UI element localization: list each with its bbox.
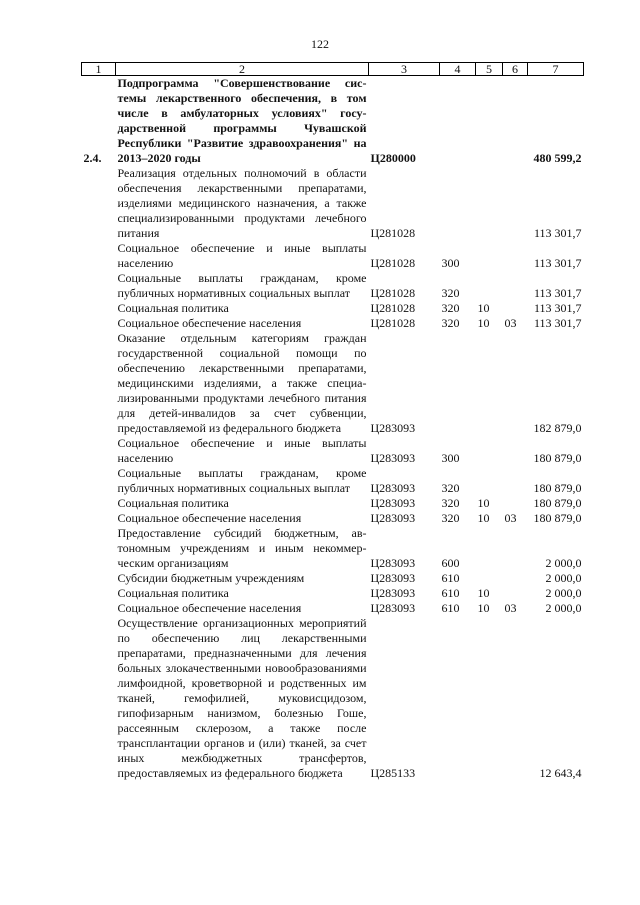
row-col6: [503, 436, 528, 466]
row-number: [82, 511, 116, 526]
row-col4: 610: [441, 601, 460, 615]
table-row: [82, 496, 584, 511]
row-col5: [476, 466, 503, 496]
row-col6: [503, 586, 528, 601]
header-col-7: 7: [528, 63, 584, 76]
row-col6: [503, 526, 528, 571]
row-number: [82, 301, 116, 316]
table-row: [82, 526, 584, 571]
row-col5: [476, 571, 503, 586]
row-name: Социальные выплаты гражданам, кроме публичных нормативных социальных выплат: [117, 271, 367, 300]
table-body: [82, 76, 584, 782]
row-col5: [476, 526, 503, 571]
row-col4: 320: [441, 316, 460, 330]
row-col6: [503, 571, 528, 586]
row-col5: [476, 271, 503, 301]
row-name: Социальное обеспечение и иные выплаты населению: [117, 436, 367, 465]
row-col4: [440, 166, 476, 241]
row-col4: 320: [441, 481, 460, 495]
row-amount: 182 879,0: [533, 421, 582, 435]
row-number: 2.4.: [83, 151, 102, 165]
table-row: [82, 316, 584, 331]
row-col5: [476, 331, 503, 436]
row-col4: 320: [441, 496, 460, 510]
row-code: Ц281028: [370, 301, 416, 315]
row-col4: [440, 331, 476, 436]
row-code: Ц283093: [370, 451, 416, 465]
header-col-6: 6: [503, 63, 528, 76]
row-name: Социальное обеспечение населения: [117, 511, 302, 525]
header-col-5: 5: [476, 63, 503, 76]
header-col-3: 3: [369, 63, 440, 76]
row-col5: 10: [477, 496, 490, 510]
row-number: [82, 316, 116, 331]
page-number: 122: [311, 37, 329, 51]
row-amount: 113 301,7: [533, 226, 582, 240]
row-number: [82, 601, 116, 616]
row-amount: 480 599,2: [533, 151, 582, 165]
row-number: [82, 526, 116, 571]
table-row: [82, 466, 584, 496]
row-amount: 180 879,0: [533, 511, 582, 525]
row-code: Ц281028: [370, 256, 416, 270]
row-col5: [476, 616, 503, 781]
table-row: [82, 586, 584, 601]
row-col5: 10: [477, 316, 490, 330]
row-amount: 113 301,7: [533, 286, 582, 300]
row-name: Оказание отдельным категориям граждан государственной социальной помощи по обеспечению лекарственными препаратами, медицинскими изделиями, а также специализированными продуктами лечебного питания для детей-инвалидов за счет субвенции, предоставляемой из федерального бюджета: [117, 331, 367, 435]
table-row: [82, 301, 584, 316]
table-row: [82, 601, 584, 616]
row-code: Ц283093: [370, 556, 416, 570]
row-col5: 10: [477, 586, 490, 600]
header-col-2: 2: [116, 63, 369, 76]
row-code: Ц281028: [370, 286, 416, 300]
row-col4: 610: [441, 571, 460, 585]
table-row: [82, 511, 584, 526]
row-name: Осуществление организационных мероприятий по обеспечению лиц лекарственными препаратами, предназначенными для лечения больных злокачественными новообразованиями лимфоидной, кроветворной и родственных им тканей, гемофилией, муковисцидозом, гипофизарным нанизмом, болезнью Гоше, рассеянным склерозом, а также после трансплантации органов и (или) тканей, за счет иных межбюджетных трансфертов, предоставляемых из федерального бюджета: [117, 616, 367, 780]
row-amount: 12 643,4: [539, 766, 582, 780]
row-col4: 320: [441, 301, 460, 315]
row-col6: [503, 166, 528, 241]
row-name: Социальное обеспечение и иные выплаты населению: [117, 241, 367, 270]
table-row: [82, 241, 584, 271]
row-col5: 10: [477, 511, 490, 525]
row-number: [82, 241, 116, 271]
row-code: Ц283093: [370, 511, 416, 525]
row-col6: [503, 616, 528, 781]
row-name: Социальная политика: [117, 496, 229, 510]
row-col6: 03: [504, 511, 517, 525]
row-col6: [503, 496, 528, 511]
row-col4: 320: [441, 286, 460, 300]
row-col4: [440, 616, 476, 781]
table-row: [82, 76, 584, 167]
row-amount: 2 000,0: [545, 586, 582, 600]
row-amount: 180 879,0: [533, 451, 582, 465]
row-name: Подпрограмма "Совершенствование системы лекарственного обеспечения, в том числе в амбулаторных условиях" государственной программы Чувашской Республики "Развитие здравоохранения" на 2013–2020 годы: [117, 76, 367, 165]
row-col6: [503, 466, 528, 496]
header-row: [82, 63, 584, 76]
row-col4: 300: [441, 451, 460, 465]
row-code: Ц283093: [370, 421, 416, 435]
row-col6: 03: [504, 316, 517, 330]
budget-table: [81, 62, 584, 781]
row-col6: [503, 301, 528, 316]
row-col6: [503, 271, 528, 301]
table-header: [82, 63, 584, 76]
row-code: Ц283093: [370, 601, 416, 615]
row-name: Социальная политика: [117, 586, 229, 600]
table-row: [82, 616, 584, 781]
row-amount: 2 000,0: [545, 571, 582, 585]
row-name: Социальное обеспечение населения: [117, 316, 302, 330]
row-amount: 113 301,7: [533, 301, 582, 315]
row-col4: 320: [441, 511, 460, 525]
row-number: [82, 436, 116, 466]
row-code: Ц280000: [370, 151, 416, 165]
row-code: Ц283093: [370, 586, 416, 600]
row-amount: 2 000,0: [545, 601, 582, 615]
row-number: [82, 166, 116, 241]
row-code: Ц285133: [370, 766, 416, 780]
row-amount: 180 879,0: [533, 481, 582, 495]
row-name: Предоставление субсидий бюджетным, автономным учреждениям и иным некоммерческим организациям: [117, 526, 367, 570]
row-number: [82, 331, 116, 436]
header-col-1: 1: [82, 63, 116, 76]
row-col4: 600: [441, 556, 460, 570]
row-code: Ц281028: [370, 316, 416, 330]
row-col6: [503, 331, 528, 436]
row-col5: [476, 436, 503, 466]
table-row: [82, 166, 584, 241]
row-number: [82, 571, 116, 586]
row-col5: [476, 166, 503, 241]
row-name: Социальная политика: [117, 301, 229, 315]
row-name: Социальное обеспечение населения: [117, 601, 302, 615]
table-row: [82, 436, 584, 466]
row-col4: 610: [441, 586, 460, 600]
row-col5: 10: [477, 301, 490, 315]
row-code: Ц283093: [370, 481, 416, 495]
row-col6: 03: [504, 601, 517, 615]
row-amount: 180 879,0: [533, 496, 582, 510]
row-col4: [440, 76, 476, 167]
row-col5: [476, 76, 503, 167]
row-name: Субсидии бюджетным учреждениям: [117, 571, 305, 585]
header-col-4: 4: [440, 63, 476, 76]
row-amount: 113 301,7: [533, 256, 582, 270]
row-number: [82, 586, 116, 601]
row-amount: 113 301,7: [533, 316, 582, 330]
row-code: Ц283093: [370, 496, 416, 510]
row-name: Реализация отдельных полномочий в области обеспечения лекарственными препаратами, изделиями медицинского назначения, а также специализированными продуктами лечебного питания: [117, 166, 367, 240]
row-code: Ц283093: [370, 571, 416, 585]
row-col5: 10: [477, 601, 490, 615]
row-number: [82, 466, 116, 496]
row-col6: [503, 241, 528, 271]
table-row: [82, 571, 584, 586]
row-col6: [503, 76, 528, 167]
table-row: [82, 331, 584, 436]
row-amount: 2 000,0: [545, 556, 582, 570]
row-col4: 300: [441, 256, 460, 270]
row-number: [82, 496, 116, 511]
row-number: [82, 271, 116, 301]
row-col5: [476, 241, 503, 271]
row-code: Ц281028: [370, 226, 416, 240]
row-name: Социальные выплаты гражданам, кроме публичных нормативных социальных выплат: [117, 466, 367, 495]
table-row: [82, 271, 584, 301]
row-number: [82, 616, 116, 781]
